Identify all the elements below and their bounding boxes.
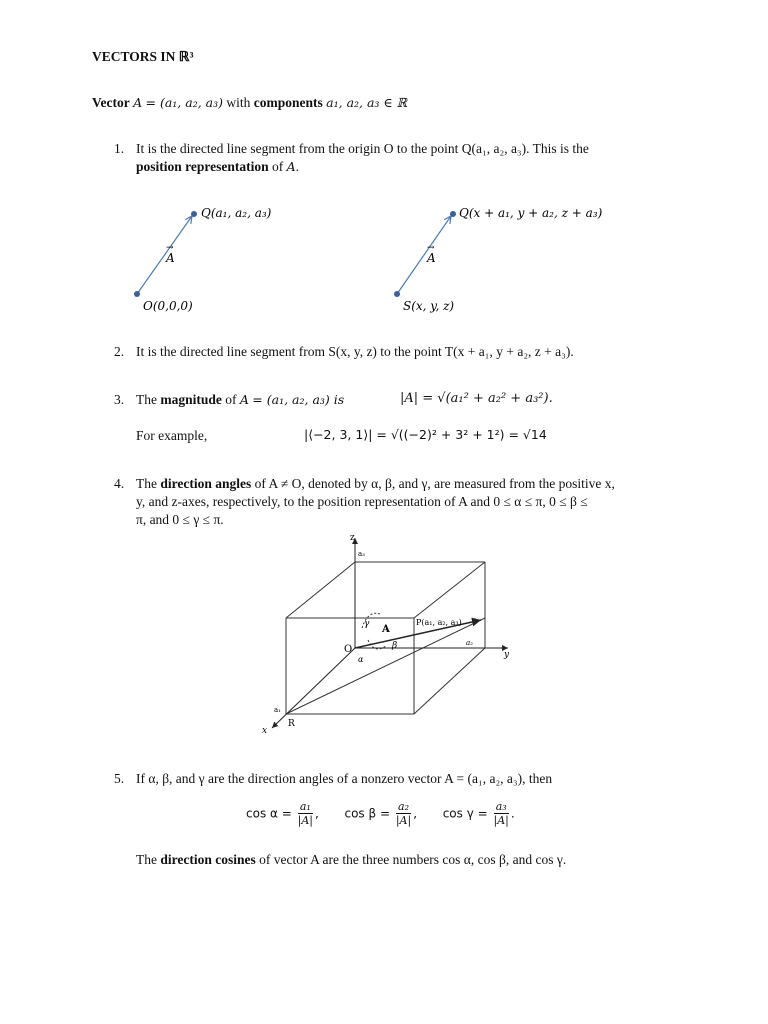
comma-1: , (314, 806, 319, 821)
direction-angles-diagram (250, 528, 520, 743)
a1-label: a₁ (274, 706, 281, 714)
cos-beta-fraction (396, 800, 411, 828)
item-4-line-1-rest: of A ≠ O, denoted by α, β, and γ, are measured from the positive x, (254, 476, 615, 491)
item-3-number: 3. (114, 392, 125, 407)
cos-gamma-label: cos γ = (442, 806, 488, 821)
p-label: P(a₁, a₂, a₃) (416, 618, 462, 627)
alpha-label: α (358, 655, 364, 664)
point-q-left (191, 211, 197, 217)
item-4-line-3: π, and 0 ≤ γ ≤ π. (136, 512, 224, 527)
cos-alpha-label: cos α = (246, 806, 292, 821)
item-1-period: . (295, 159, 300, 174)
cos-gamma-fraction (494, 800, 509, 828)
item-4-the: The (136, 476, 157, 491)
item-3-of: of (225, 392, 237, 407)
arrow-a-right: → (427, 243, 435, 253)
item-1-line-1: It is the directed line segment from the origin O to the point Q(a₁, a₂, a₃). This is the (136, 141, 589, 156)
item-5-text: If α, β, and γ are the direction angles of a nonzero vector A = (a₁, a₂, a₃), then (136, 771, 553, 786)
intro-with: with (226, 95, 251, 110)
cos-alpha-numerator: a₁ (298, 800, 313, 814)
dc-the: The (136, 852, 157, 867)
cos-alpha-fraction (298, 800, 313, 828)
item-4-number: 4. (114, 476, 125, 491)
intro-equation: = (a₁, a₂, a₃) (145, 95, 223, 110)
position-representation-term: position representation (136, 159, 269, 174)
item-3-the: The (136, 392, 157, 407)
label-a-left: A (166, 251, 175, 265)
label-q-left: Q(a₁, a₂, a₃) (201, 206, 272, 220)
a2-label: a₂ (466, 639, 473, 647)
item-3-vector: A (239, 392, 249, 407)
comma-2: , (413, 806, 418, 821)
intro-lead: Vector (92, 95, 130, 110)
direction-cosines-line (136, 851, 566, 868)
cos-beta-denominator: |A| (395, 814, 412, 827)
z-label: z (350, 533, 355, 543)
label-s: S(x, y, z) (403, 299, 455, 313)
magnitude-term: magnitude (160, 392, 222, 407)
item-2-number: 2. (114, 344, 125, 359)
cos-gamma-denominator: |A| (493, 814, 509, 827)
direction-angles-term: direction angles (160, 476, 252, 491)
a3-label: a₃ (358, 550, 365, 558)
origin-point (134, 291, 140, 297)
position-vectors-figure (0, 190, 768, 330)
item-3-text (136, 391, 344, 408)
item-4-line-2: y, and z-axes, respectively, to the position representation of A and 0 ≤ α ≤ π, 0 ≤ β ≤ (136, 494, 588, 509)
item-5-number: 5. (114, 771, 125, 786)
label-q-right: Q(x + a₁, y + a₂, z + a₃) (459, 206, 603, 220)
direction-cosines-term: direction cosines (160, 852, 256, 867)
vector-a-origin (137, 216, 192, 294)
intro-vector: A (133, 95, 143, 110)
item-1-line-2 (136, 158, 299, 175)
item-1-of: of (272, 159, 284, 174)
item-1-number: 1. (114, 141, 125, 156)
cos-beta-numerator: a₂ (396, 800, 411, 814)
intro-components-label: components (253, 95, 323, 110)
gamma-label: γ (364, 619, 370, 629)
cos-gamma-numerator: a₃ (494, 800, 509, 814)
label-origin: O(0,0,0) (143, 299, 193, 313)
label-a-right: A (427, 251, 436, 265)
arrow-a-left: → (166, 243, 174, 253)
item-4-line-1 (136, 475, 615, 492)
item-2-text: It is the directed line segment from S(x, y, z) to the point T(x + a₁, y + a₂, z + a₃). (136, 344, 574, 359)
item-1-vector: A (286, 159, 296, 174)
item-3-equation: = (a₁, a₂, a₃) is (252, 392, 345, 407)
cos-alpha-denominator: |A| (297, 814, 313, 827)
cosine-formulas (246, 800, 515, 828)
x-axis (272, 648, 355, 728)
period-1: . (510, 806, 515, 821)
intro-line (92, 94, 407, 111)
o-label: O (344, 644, 353, 655)
vector-a-translated (397, 216, 451, 294)
y-label: y (504, 650, 510, 660)
example-formula: |⟨−2, 3, 1⟩| = √((−2)² + 3² + 1²) = √14 (304, 427, 547, 442)
magnitude-formula: |A| = √(a₁² + a₂² + a₃²). (400, 391, 553, 406)
intro-components: a₁, a₂, a₃ ∈ ℝ (326, 95, 408, 110)
cos-beta-label: cos β = (344, 806, 391, 821)
page-title: VECTORS IN ℝ³ (92, 49, 194, 64)
x-label: x (262, 726, 268, 736)
dc-rest: of vector A are the three numbers cos α, cos β, and cos γ. (259, 852, 567, 867)
point-q-right (450, 211, 456, 217)
example-label: For example, (136, 428, 208, 443)
point-s (394, 291, 400, 297)
beta-label: β (392, 641, 398, 651)
r-label: R (288, 719, 295, 729)
a-label: A (382, 624, 390, 635)
